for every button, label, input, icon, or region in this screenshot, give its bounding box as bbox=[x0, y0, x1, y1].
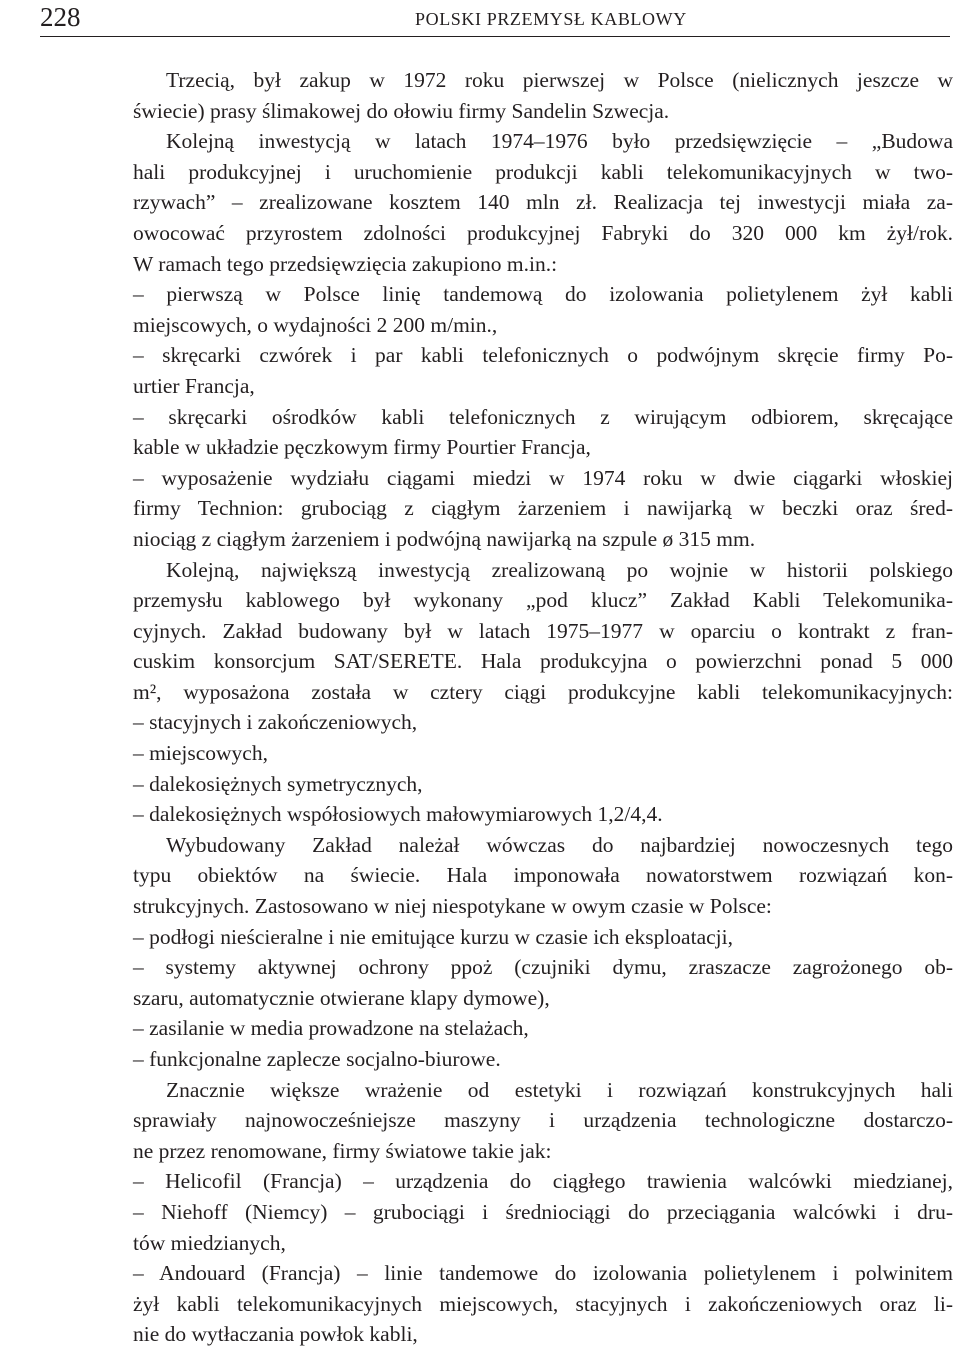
text-line: Kolejną inwestycją w latach 1974–1976 było przedsięwzięcie – „Budowa bbox=[166, 129, 953, 154]
text-line: m², wyposażona została w cztery ciągi produkcyjne kabli telekomunikacyjnych: bbox=[133, 679, 953, 704]
text-line: – dalekosiężnych symetrycznych, bbox=[133, 771, 423, 796]
text-line: – pierwszą w Polsce linię tandemową do izolowania polietylenem żył kabli bbox=[133, 282, 953, 307]
text-line: rzywach” – zrealizowane kosztem 140 mln zł. Realizacja tej inwestycji miała za- bbox=[133, 190, 953, 215]
text-line: – skręcarki czwórek i par kabli telefonicznych o podwójnym skręcie firmy Po- bbox=[133, 343, 953, 368]
text-line: W ramach tego przedsięwzięcia zakupiono m.in.: bbox=[133, 251, 558, 276]
text-line: niociąg z ciągłym żarzeniem i podwójną nawijarką na szpule ø 315 mm. bbox=[133, 526, 756, 551]
text-line: – skręcarki ośrodków kabli telefonicznych z wirującym odbiorem, skręcające bbox=[133, 404, 953, 429]
text-line: – Andouard (Francja) – linie tandemowe do izolowania polietylenem i polwinitem bbox=[133, 1261, 953, 1286]
text-line: firmy Technion: grubociąg z ciągłym żarzeniem i nawijarką w beczki oraz śred- bbox=[133, 496, 953, 521]
text-line: – Helicofil (Francja) – urządzenia do ciągłego trawienia walcówki miedzianej, bbox=[133, 1169, 953, 1194]
text-line: – podłogi nieścieralne i nie emitujące kurzu w czasie ich eksploatacji, bbox=[133, 924, 733, 949]
text-line: cyjnych. Zakład budowany był w latach 1975–1977 w oparciu o kontrakt z fran- bbox=[133, 618, 953, 643]
text-line: miejscowych, o wydajności 2 200 m/min., bbox=[133, 312, 498, 337]
text-line: – funkcjonalne zaplecze socjalno-biurowe. bbox=[133, 1047, 501, 1071]
text-line: cuskim konsorcjum SAT/SERETE. Hala produkcyjna o powierzchni ponad 5 000 bbox=[133, 649, 953, 674]
text-line: owocować przyrostem zdolności produkcyjnej Fabryki do 320 000 km żył/rok. bbox=[133, 220, 953, 245]
text-line: – systemy aktywnej ochrony ppoż (czujniki dymu, zraszacze zagrożonego ob- bbox=[133, 955, 953, 980]
page-header bbox=[40, 0, 950, 37]
text-line: przemysłu kablowego był wykonany „pod klucz” Zakład Kabli Telekomunika- bbox=[133, 588, 953, 613]
text-line: świecie) prasy ślimakowej do ołowiu firmy Sandelin Szwecja. bbox=[133, 98, 670, 123]
text-line: – wyposażenie wydziału ciągami miedzi w 1974 roku w dwie ciągarki włoskiej bbox=[133, 465, 953, 490]
text-line: Kolejną, największą inwestycją zrealizowaną po wojnie w historii polskiego bbox=[166, 557, 953, 582]
text-line: Trzecią, był zakup w 1972 roku pierwszej w Polsce (nielicznych jeszcze w bbox=[166, 68, 953, 92]
text-line: nie do wytłaczania powłok kabli, bbox=[133, 1322, 418, 1347]
text-line: kable w układzie pęczkowym firmy Pourtier Francja, bbox=[133, 435, 591, 460]
text-line: – Niehoff (Niemcy) – grubociągi i średniociągi do przeciągania walcówki i dru- bbox=[133, 1199, 953, 1224]
text-line: ne przez renomowane, firmy światowe takie jak: bbox=[133, 1138, 552, 1163]
text-line: żył kabli telekomunikacyjnych miejscowych, stacyjnych i zakończeniowych oraz li- bbox=[133, 1291, 953, 1316]
text-line: – miejscowych, bbox=[133, 741, 268, 766]
text-line: urtier Francja, bbox=[133, 373, 255, 398]
text-line: Znacznie większe wrażenie od estetyki i rozwiązań konstrukcyjnych hali bbox=[166, 1077, 953, 1102]
text-line: – dalekosiężnych współosiowych małowymiarowych 1,2/4,4. bbox=[133, 802, 663, 827]
text-line: typu obiektów na świecie. Hala imponowała nowatorstwem rozwiązań kon- bbox=[133, 863, 953, 888]
text-line: Wybudowany Zakład należał wówczas do najbardziej nowoczesnych tego bbox=[166, 832, 953, 857]
running-title: POLSKI PRZEMYSŁ KABLOWY bbox=[415, 9, 687, 29]
text-line: tów miedzianych, bbox=[133, 1230, 286, 1255]
page-number: 228 bbox=[40, 2, 81, 32]
text-line: sprawiały najnowocześniejsze maszyny i urządzenia technologiczne dostarczo- bbox=[133, 1108, 953, 1133]
text-line: – zasilanie w media prowadzone na stelażach, bbox=[133, 1016, 529, 1041]
text-line: hali produkcyjnej i uruchomienie produkcji kabli telekomunikacyjnych w two- bbox=[133, 159, 953, 184]
text-line: szaru, automatycznie otwierane klapy dymowe), bbox=[133, 985, 550, 1010]
body-text bbox=[133, 65, 953, 1350]
text-line: strukcyjnych. Zastosowano w niej niespotykane w owym czasie w Polsce: bbox=[133, 894, 772, 919]
text-line: – stacyjnych i zakończeniowych, bbox=[133, 710, 418, 735]
